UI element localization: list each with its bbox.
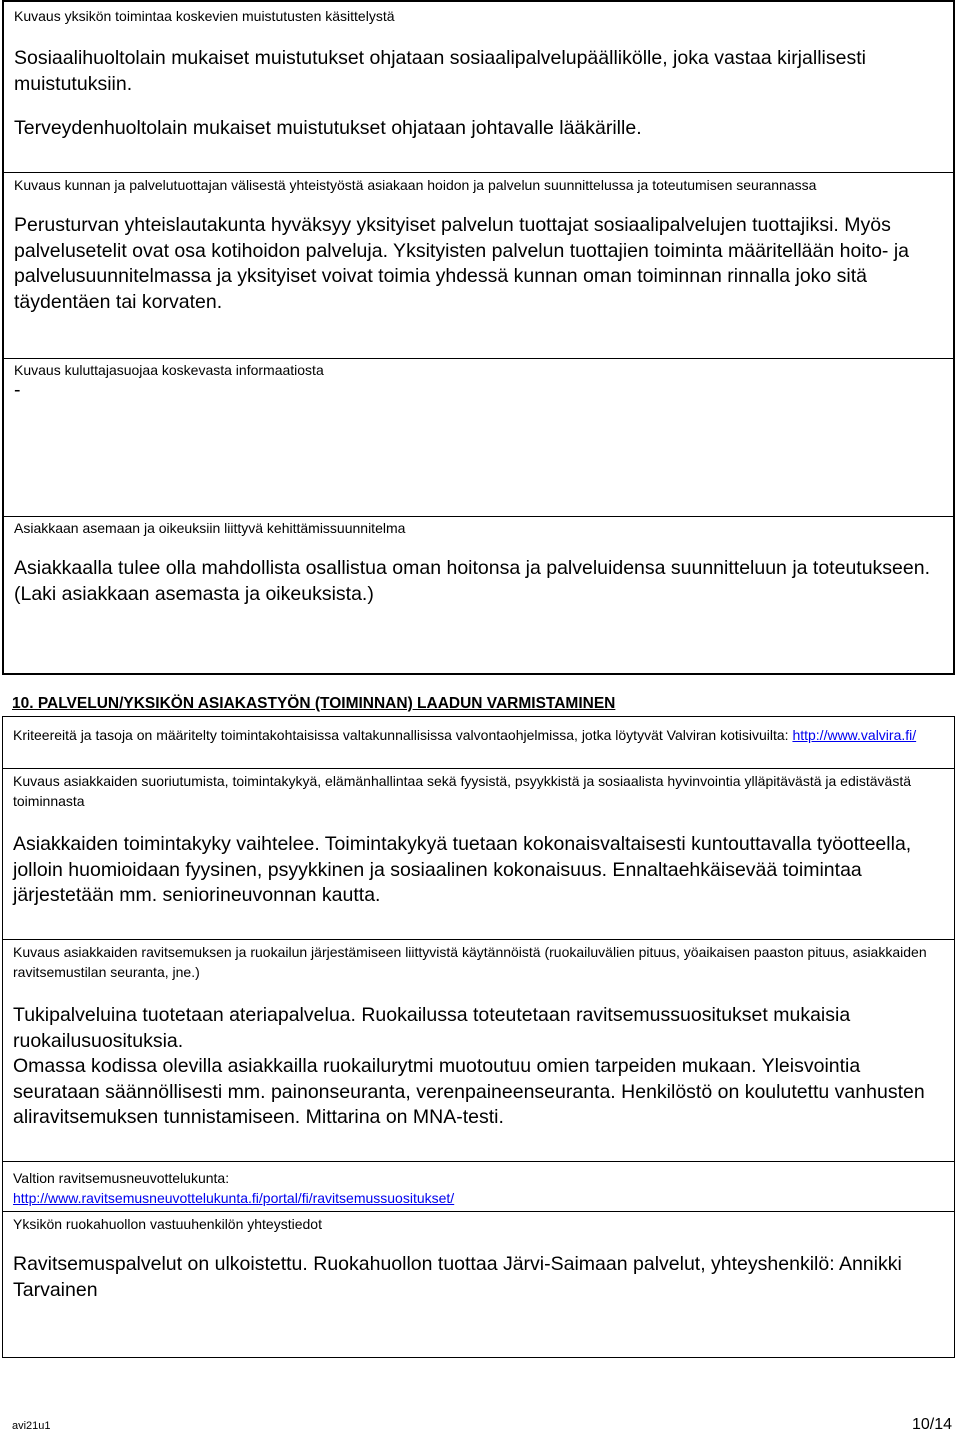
nutrition-text-home: Omassa kodissa olevilla asiakkailla ruokailurytmi muotoutuu omien tarpeiden mukaan. Yleisvointia seurataan säännöllisesti mm. painonseuranta, verenpaineenseuranta. Henkilöstö on koulutettu vanhusten aliravitsemuksen tunnistamiseen. Mittarina on MNA-testi.: [13, 1055, 925, 1128]
nutrition-council-cell: [3, 1161, 954, 1211]
nutrition-council-label: Valtion ravitsemusneuvottelukunta:: [13, 1170, 230, 1186]
complaints-label: Kuvaus yksikön toimintaa koskevien muistutusten käsittelystä: [14, 8, 395, 24]
client-rights-label: Asiakkaan asemaan ja oikeuksiin liittyvä kehittämissuunnitelma: [14, 520, 406, 536]
functional-ability-cell: [3, 768, 954, 939]
page-number: 10/14: [911, 1416, 952, 1433]
complaints-text-health: Terveydenhuoltolain mukaiset muistutukset ohjataan johtavalle lääkärille.: [14, 117, 642, 139]
criteria-cell: [3, 717, 954, 768]
section-10-heading: 10. PALVELUN/YKSIKÖN ASIAKASTYÖN (TOIMINNAN) LAADUN VARMISTAMINEN: [12, 695, 616, 712]
food-service-contact-text: Ravitsemuspalvelut on ulkoistettu. Ruokahuollon tuottaa Järvi-Saimaan palvelut, yhteyshenkilö: Annikki Tarvainen: [13, 1253, 902, 1301]
cooperation-label: Kuvaus kunnan ja palvelutuottajan välisestä yhteistyöstä asiakaan hoidon ja palvelun suunnittelussa ja toteutumisen seurannassa: [14, 177, 817, 193]
nutrition-label: Kuvaus asiakkaiden ravitsemuksen ja ruokailun järjestämiseen liittyvistä käytännöistä (ruokailuvälien pituus, yöaikaisen paaston pituus, asiakkaiden ravitsemustilan seuranta, jne.): [13, 944, 927, 980]
consumer-info-label: Kuvaus kuluttajasuojaa koskevasta informaatiosta: [14, 362, 324, 378]
consumer-info-text: -: [14, 379, 21, 401]
nutrition-text-meals: Tukipalveluina tuotetaan ateriapalvelua. Ruokailussa toteutetaan ravitsemussuositukset mukaisia ruokailusuosituksia.: [13, 1004, 851, 1052]
client-rights-cell: [4, 516, 953, 673]
food-service-contact-cell: [3, 1211, 954, 1355]
food-service-contact-label: Yksikön ruokahuollon vastuuhenkilön yhteystiedot: [13, 1216, 322, 1232]
functional-ability-text: Asiakkaiden toimintakyky vaihtelee. Toimintakykyä tuetaan kokonaisvaltaisesti kuntouttavalla työotteella, jolloin huomioidaan fyysinen, psyykkinen ja sosiaalinen kokonaisuus. Ennaltaehkäisevää toimintaa järjestetään mm. seniorineuvonnan kautta.: [13, 833, 912, 906]
functional-ability-label: Kuvaus asiakkaiden suoriutumista, toimintakykyä, elämänhallintaa sekä fyysistä, psyykkistä ja sosiaalista hyvinvointia ylläpitävästä ja edistävästä toiminnasta: [13, 773, 911, 809]
complaints-and-cooperation-box: [2, 0, 955, 675]
cooperation-text: Perusturvan yhteislautakunta hyväksyy yksityiset palvelun tuottajat sosiaalipalvelujen tuottajiksi. Myös palvelusetelit ovat osa kotihoidon palveluja. Yksityisten palvelun tuottajien toiminta määritellään hoito- ja palvelusuunnitelmassa ja yksityiset voivat toimia yhdessä kunnan oman toiminnan rinnalla joko sitä täydentäen tai korvaten.: [14, 214, 910, 313]
document-code: avi21u1: [12, 1420, 51, 1432]
criteria-text: [13, 725, 944, 745]
criteria-description: Kriteereitä ja tasoja on määritelty toimintakohtaisissa valtakunnallisissa valvontaohjelmissa, jotka löytyvät Valviran kotisivuilta:: [13, 727, 789, 743]
quality-assurance-box: [2, 716, 955, 1358]
cooperation-cell: [4, 172, 953, 358]
complaints-text-social: Sosiaalihuoltolain mukaiset muistutukset ohjataan sosiaalipalvelupäällikölle, joka vastaa kirjallisesti muistutuksiin.: [14, 47, 866, 95]
nutrition-cell: [3, 939, 954, 1161]
complaints-cell: [4, 2, 953, 172]
client-rights-text: Asiakkaalla tulee olla mahdollista osallistua oman hoitonsa ja palveluidensa suunnitteluun ja toteutukseen. (Laki asiakkaan asemasta ja oikeuksista.): [14, 557, 931, 605]
nutrition-council-link[interactable]: http://www.ravitsemusneuvottelukunta.fi/portal/fi/ravitsemussuositukset/: [13, 1190, 455, 1206]
consumer-info-cell: [4, 358, 953, 516]
valvira-link[interactable]: http://www.valvira.fi/: [792, 727, 917, 743]
